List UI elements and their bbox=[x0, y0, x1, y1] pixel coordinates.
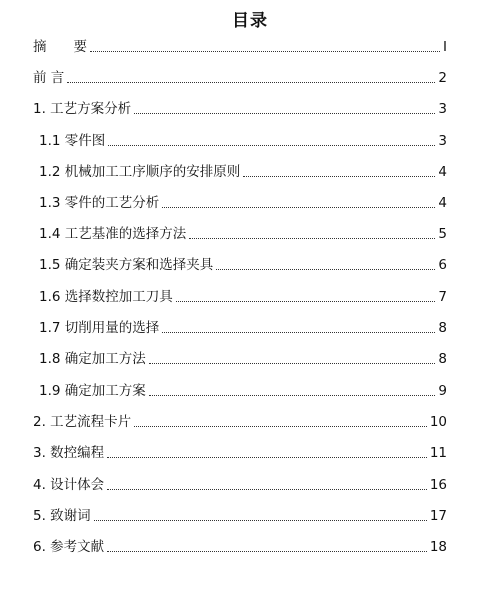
toc-entry-section-1-4[interactable] bbox=[39, 221, 447, 243]
dot-leader bbox=[107, 550, 427, 552]
dot-leader bbox=[162, 331, 435, 333]
toc-entry-page: 17 bbox=[429, 508, 447, 524]
toc-entry-page: 10 bbox=[429, 414, 447, 430]
toc-entry-label: 1.1 零件图 bbox=[39, 133, 106, 149]
toc-entry-chapter-3[interactable] bbox=[33, 440, 447, 462]
toc-title: 目录 bbox=[232, 11, 268, 31]
toc-entry-page: I bbox=[443, 39, 447, 55]
toc-entry-section-1-7[interactable] bbox=[39, 315, 447, 337]
dot-leader bbox=[134, 425, 427, 427]
toc-entry-chapter-4[interactable] bbox=[33, 472, 447, 494]
toc-entry-page: 3 bbox=[438, 133, 447, 149]
toc-entry-preface[interactable] bbox=[33, 65, 447, 87]
toc-entry-label: 1.8 确定加工方法 bbox=[39, 351, 146, 367]
toc-entry-page: 4 bbox=[438, 164, 447, 180]
toc-entry-label: 2. 工艺流程卡片 bbox=[33, 414, 132, 430]
toc-entry-label: 1.5 确定装夹方案和选择夹具 bbox=[39, 257, 214, 273]
toc-entry-section-1-1[interactable] bbox=[39, 128, 447, 150]
toc-entry-label: 前 言 bbox=[33, 70, 65, 86]
toc-entry-page: 11 bbox=[429, 445, 447, 461]
toc-entry-chapter-2[interactable] bbox=[33, 409, 447, 431]
dot-leader bbox=[189, 237, 435, 239]
toc-entry-label: 1.7 切削用量的选择 bbox=[39, 320, 160, 336]
toc-entry-label: 5. 致谢词 bbox=[33, 508, 91, 524]
toc-entry-abstract[interactable] bbox=[33, 34, 447, 56]
toc-entry-section-1-3[interactable] bbox=[39, 190, 447, 212]
toc-entry-label: 1. 工艺方案分析 bbox=[33, 101, 132, 117]
toc-entry-section-1-2[interactable] bbox=[39, 159, 447, 181]
toc-entry-section-1-8[interactable] bbox=[39, 346, 447, 368]
toc-entry-page: 3 bbox=[438, 101, 447, 117]
toc-entry-page: 4 bbox=[438, 195, 447, 211]
dot-leader bbox=[149, 394, 436, 396]
toc-entry-page: 5 bbox=[438, 226, 447, 242]
toc-entry-label: 1.9 确定加工方案 bbox=[39, 383, 146, 399]
dot-leader bbox=[90, 50, 440, 52]
toc-entry-page: 18 bbox=[429, 539, 447, 555]
toc-entry-label: 3. 数控编程 bbox=[33, 445, 105, 461]
dot-leader bbox=[176, 300, 436, 302]
toc-entry-page: 8 bbox=[438, 351, 447, 367]
toc-entry-page: 8 bbox=[438, 320, 447, 336]
toc-entry-chapter-5[interactable] bbox=[33, 503, 447, 525]
dot-leader bbox=[243, 175, 435, 177]
dot-leader bbox=[94, 519, 427, 521]
toc-entry-label: 4. 设计体会 bbox=[33, 477, 105, 493]
dot-leader bbox=[149, 362, 436, 364]
toc-entry-page: 16 bbox=[429, 477, 447, 493]
toc-entry-page: 9 bbox=[438, 383, 447, 399]
toc-entry-section-1-6[interactable] bbox=[39, 284, 447, 306]
toc-entry-label: 1.6 选择数控加工刀具 bbox=[39, 289, 173, 305]
dot-leader bbox=[134, 112, 435, 114]
toc-entry-label: 6. 参考文献 bbox=[33, 539, 105, 555]
toc-entry-chapter-1[interactable] bbox=[33, 96, 447, 118]
toc-entry-chapter-6[interactable] bbox=[33, 534, 447, 556]
dot-leader bbox=[162, 206, 435, 208]
toc-entry-label: 1.2 机械加工工序顺序的安排原则 bbox=[39, 164, 241, 180]
dot-leader bbox=[107, 488, 427, 490]
dot-leader bbox=[216, 268, 435, 270]
toc-entry-label: 摘 要 bbox=[33, 39, 87, 55]
dot-leader bbox=[67, 81, 435, 83]
toc-entry-label: 1.4 工艺基准的选择方法 bbox=[39, 226, 187, 242]
toc-entry-page: 7 bbox=[438, 289, 447, 305]
toc-entry-page: 2 bbox=[438, 70, 447, 86]
toc-entry-section-1-9[interactable] bbox=[39, 378, 447, 400]
dot-leader bbox=[108, 144, 435, 146]
dot-leader bbox=[107, 456, 427, 458]
toc-entry-label: 1.3 零件的工艺分析 bbox=[39, 195, 160, 211]
toc-entry-section-1-5[interactable] bbox=[39, 252, 447, 274]
toc-entry-page: 6 bbox=[438, 257, 447, 273]
